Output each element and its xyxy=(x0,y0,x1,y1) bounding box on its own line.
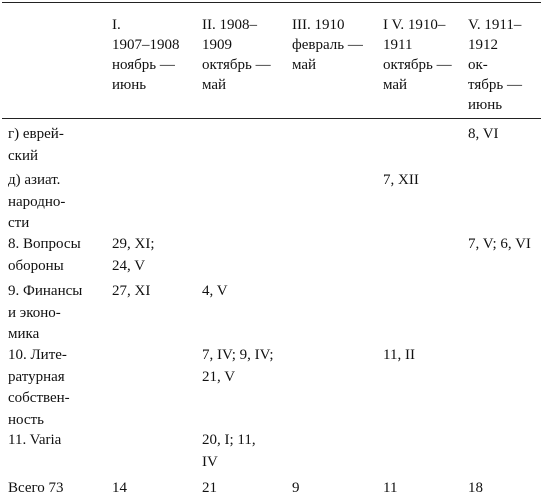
row-label: г) еврей- ский xyxy=(8,126,64,164)
table-cell: 8, VI xyxy=(468,126,499,142)
table-cell: 27, XI xyxy=(112,283,151,299)
table-cell: 7, XII xyxy=(383,172,419,188)
row-label: 10. Лите- ратурная собствен- ность xyxy=(8,347,70,428)
top-rule xyxy=(2,2,541,3)
header-col-2: II. 1908– 1909 октябрь — май xyxy=(202,17,271,93)
table-cell: 14 xyxy=(112,480,127,496)
row-label: Всего 73 xyxy=(8,480,64,496)
table-cell: 29, XI; 24, V xyxy=(112,236,155,274)
row-label: 11. Varia xyxy=(8,432,62,448)
header-col-3: III. 1910 февраль — май xyxy=(292,17,363,73)
table-cell: 4, V xyxy=(202,283,228,299)
row-label: д) азиат. народно- сти xyxy=(8,172,66,231)
header-rule xyxy=(2,118,541,119)
row-label: 9. Финансы и эконо- мика xyxy=(8,283,83,342)
table-cell: 18 xyxy=(468,480,483,496)
header-col-4: I V. 1910– 1911 октябрь — май xyxy=(383,17,452,93)
table-cell: 20, I; 11, IV xyxy=(202,432,256,470)
table-cell: 11, II xyxy=(383,347,415,363)
header-col-5: V. 1911– 1912 ок- тябрь — июнь xyxy=(468,17,522,113)
row-label: 8. Вопросы обороны xyxy=(8,236,81,274)
header-col-1: I. 1907–1908 ноябрь — июнь xyxy=(112,17,180,93)
table-cell: 21 xyxy=(202,480,217,496)
table-cell: 7, IV; 9, IV; 21, V xyxy=(202,347,274,385)
table-cell: 7, V; 6, VI xyxy=(468,236,531,252)
table-cell: 9 xyxy=(292,480,300,496)
table-cell: 11 xyxy=(383,480,398,496)
